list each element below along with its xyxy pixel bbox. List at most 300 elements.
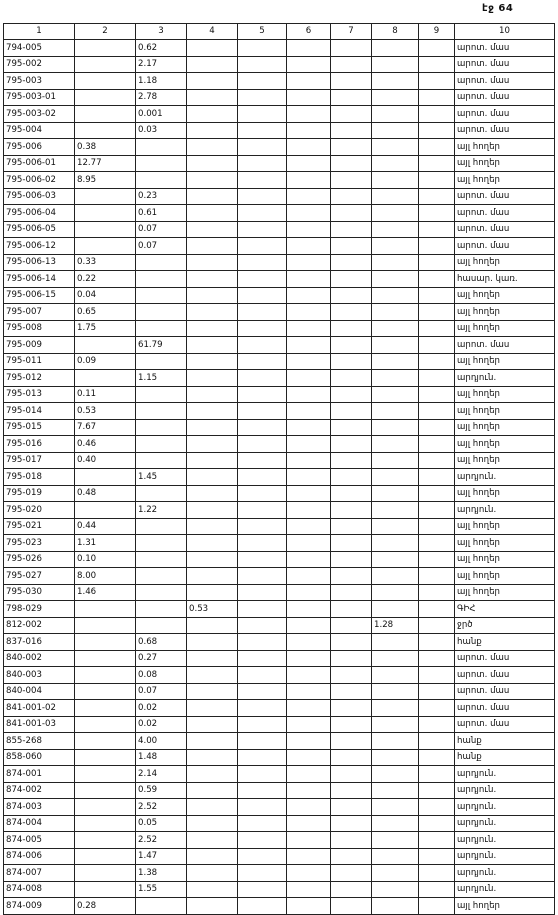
col9-value-cell xyxy=(419,485,455,502)
land-use-cell: այլ հողեր xyxy=(455,518,555,535)
table-row xyxy=(4,320,555,337)
col2-value-cell xyxy=(75,799,136,816)
col5-value-cell xyxy=(238,782,287,799)
parcel-code-cell: 795-006-01 xyxy=(4,155,75,172)
parcel-code-cell: 795-013 xyxy=(4,386,75,403)
col3-value-cell: 0.02 xyxy=(136,700,187,717)
col7-value-cell xyxy=(331,155,372,172)
land-use-cell: արոտ. մաս xyxy=(455,205,555,222)
col4-value-cell xyxy=(187,733,238,750)
col4-value-cell xyxy=(187,221,238,238)
table-row xyxy=(4,436,555,453)
col3-value-cell: 0.07 xyxy=(136,221,187,238)
col4-value-cell xyxy=(187,40,238,57)
land-use-cell: արոտ. մաս xyxy=(455,106,555,123)
col3-value-cell xyxy=(136,403,187,420)
col6-value-cell xyxy=(287,419,331,436)
col5-value-cell xyxy=(238,40,287,57)
col9-value-cell xyxy=(419,502,455,519)
table-row xyxy=(4,832,555,849)
col9-value-cell xyxy=(419,848,455,865)
parcel-code-cell: 874-002 xyxy=(4,782,75,799)
table-row xyxy=(4,73,555,90)
col4-value-cell xyxy=(187,502,238,519)
parcel-code-cell: 795-030 xyxy=(4,584,75,601)
col5-value-cell xyxy=(238,667,287,684)
col3-value-cell: 0.07 xyxy=(136,683,187,700)
col3-value-cell xyxy=(136,551,187,568)
col4-value-cell xyxy=(187,419,238,436)
col9-value-cell xyxy=(419,56,455,73)
col8-value-cell xyxy=(372,502,419,519)
col9-value-cell xyxy=(419,89,455,106)
parcel-code-cell: 795-007 xyxy=(4,304,75,321)
col7-value-cell xyxy=(331,436,372,453)
land-use-cell: արոտ. մաս xyxy=(455,700,555,717)
col8-value-cell xyxy=(372,370,419,387)
parcel-code-cell: 795-015 xyxy=(4,419,75,436)
table-row xyxy=(4,271,555,288)
table-body xyxy=(4,40,555,915)
col2-value-cell xyxy=(75,370,136,387)
land-use-cell: այլ հողեր xyxy=(455,172,555,189)
parcel-code-cell: 874-007 xyxy=(4,865,75,882)
table-row xyxy=(4,403,555,420)
col7-value-cell xyxy=(331,122,372,139)
col8-value-cell xyxy=(372,304,419,321)
col8-value-cell xyxy=(372,106,419,123)
col2-value-cell: 0.10 xyxy=(75,551,136,568)
col6-value-cell xyxy=(287,56,331,73)
column-header: 7 xyxy=(331,24,372,40)
col7-value-cell xyxy=(331,617,372,634)
col3-value-cell xyxy=(136,155,187,172)
col5-value-cell xyxy=(238,172,287,189)
col8-value-cell xyxy=(372,238,419,255)
col9-value-cell xyxy=(419,650,455,667)
col8-value-cell xyxy=(372,403,419,420)
col2-value-cell: 0.46 xyxy=(75,436,136,453)
table-row xyxy=(4,733,555,750)
table-row xyxy=(4,370,555,387)
col6-value-cell xyxy=(287,815,331,832)
parcel-code-cell: 795-027 xyxy=(4,568,75,585)
col6-value-cell xyxy=(287,502,331,519)
parcel-code-cell: 795-006-14 xyxy=(4,271,75,288)
col3-value-cell: 61.79 xyxy=(136,337,187,354)
parcel-code-cell: 795-003-02 xyxy=(4,106,75,123)
col3-value-cell: 0.59 xyxy=(136,782,187,799)
parcel-code-cell: 855-268 xyxy=(4,733,75,750)
col9-value-cell xyxy=(419,749,455,766)
col4-value-cell xyxy=(187,287,238,304)
col5-value-cell xyxy=(238,848,287,865)
land-use-cell: արդյուն. xyxy=(455,502,555,519)
col9-value-cell xyxy=(419,518,455,535)
col5-value-cell xyxy=(238,287,287,304)
col5-value-cell xyxy=(238,238,287,255)
parcel-code-cell: 874-001 xyxy=(4,766,75,783)
col9-value-cell xyxy=(419,353,455,370)
header-row xyxy=(4,24,555,40)
col2-value-cell: 0.48 xyxy=(75,485,136,502)
col6-value-cell xyxy=(287,304,331,321)
land-use-cell: ջրծ xyxy=(455,617,555,634)
col5-value-cell xyxy=(238,832,287,849)
land-use-cell: արդյուն. xyxy=(455,881,555,898)
col7-value-cell xyxy=(331,271,372,288)
col4-value-cell xyxy=(187,254,238,271)
table-row xyxy=(4,139,555,156)
parcel-code-cell: 795-026 xyxy=(4,551,75,568)
col4-value-cell xyxy=(187,139,238,156)
land-use-cell: արդյուն. xyxy=(455,782,555,799)
col4-value-cell xyxy=(187,469,238,486)
col2-value-cell: 8.00 xyxy=(75,568,136,585)
col2-value-cell xyxy=(75,469,136,486)
col7-value-cell xyxy=(331,584,372,601)
column-header: 4 xyxy=(187,24,238,40)
land-use-cell: արոտ. մաս xyxy=(455,40,555,57)
col9-value-cell xyxy=(419,584,455,601)
col2-value-cell xyxy=(75,122,136,139)
col3-value-cell: 0.61 xyxy=(136,205,187,222)
col3-value-cell: 0.62 xyxy=(136,40,187,57)
col6-value-cell xyxy=(287,221,331,238)
col4-value-cell xyxy=(187,634,238,651)
land-use-cell: այլ հողեր xyxy=(455,320,555,337)
col2-value-cell: 0.22 xyxy=(75,271,136,288)
col3-value-cell xyxy=(136,601,187,618)
land-use-cell: հանք xyxy=(455,733,555,750)
col8-value-cell xyxy=(372,865,419,882)
col2-value-cell: 8.95 xyxy=(75,172,136,189)
col3-value-cell: 0.07 xyxy=(136,238,187,255)
col2-value-cell xyxy=(75,667,136,684)
table-row xyxy=(4,353,555,370)
col6-value-cell xyxy=(287,617,331,634)
parcel-code-cell: 858-060 xyxy=(4,749,75,766)
table-row xyxy=(4,766,555,783)
col6-value-cell xyxy=(287,436,331,453)
land-use-cell: այլ հողեր xyxy=(455,568,555,585)
col6-value-cell xyxy=(287,205,331,222)
col2-value-cell xyxy=(75,733,136,750)
col9-value-cell xyxy=(419,271,455,288)
land-use-cell: արդյուն. xyxy=(455,815,555,832)
col4-value-cell xyxy=(187,716,238,733)
col2-value-cell: 1.31 xyxy=(75,535,136,552)
table-row xyxy=(4,881,555,898)
land-use-cell: այլ հողեր xyxy=(455,535,555,552)
col7-value-cell xyxy=(331,815,372,832)
land-use-cell: այլ հողեր xyxy=(455,419,555,436)
col6-value-cell xyxy=(287,452,331,469)
land-use-cell: արդյուն. xyxy=(455,832,555,849)
land-use-cell: արոտ. մաս xyxy=(455,683,555,700)
col2-value-cell xyxy=(75,634,136,651)
col6-value-cell xyxy=(287,254,331,271)
col2-value-cell xyxy=(75,106,136,123)
col2-value-cell: 7.67 xyxy=(75,419,136,436)
table-row xyxy=(4,386,555,403)
col9-value-cell xyxy=(419,733,455,750)
column-header: 5 xyxy=(238,24,287,40)
col2-value-cell xyxy=(75,749,136,766)
col7-value-cell xyxy=(331,106,372,123)
col9-value-cell xyxy=(419,700,455,717)
col6-value-cell xyxy=(287,782,331,799)
col7-value-cell xyxy=(331,320,372,337)
col4-value-cell xyxy=(187,353,238,370)
col3-value-cell: 1.18 xyxy=(136,73,187,90)
col4-value-cell xyxy=(187,205,238,222)
col8-value-cell xyxy=(372,287,419,304)
column-header: 10 xyxy=(455,24,555,40)
col4-value-cell: 0.53 xyxy=(187,601,238,618)
parcel-code-cell: 795-008 xyxy=(4,320,75,337)
col7-value-cell xyxy=(331,419,372,436)
col7-value-cell xyxy=(331,865,372,882)
col8-value-cell xyxy=(372,733,419,750)
col5-value-cell xyxy=(238,337,287,354)
col6-value-cell xyxy=(287,518,331,535)
parcel-code-cell: 841-001-02 xyxy=(4,700,75,717)
col7-value-cell xyxy=(331,238,372,255)
land-use-cell: հանք xyxy=(455,634,555,651)
land-use-cell: ԳԻՀ xyxy=(455,601,555,618)
col6-value-cell xyxy=(287,551,331,568)
col8-value-cell xyxy=(372,254,419,271)
col5-value-cell xyxy=(238,221,287,238)
col2-value-cell: 0.28 xyxy=(75,898,136,915)
col9-value-cell xyxy=(419,832,455,849)
col6-value-cell xyxy=(287,122,331,139)
parcel-code-cell: 795-006-04 xyxy=(4,205,75,222)
col5-value-cell xyxy=(238,452,287,469)
col5-value-cell xyxy=(238,634,287,651)
col7-value-cell xyxy=(331,139,372,156)
col2-value-cell xyxy=(75,815,136,832)
col3-value-cell: 1.38 xyxy=(136,865,187,882)
col5-value-cell xyxy=(238,73,287,90)
column-header: 2 xyxy=(75,24,136,40)
col6-value-cell xyxy=(287,271,331,288)
table-row xyxy=(4,865,555,882)
table-row xyxy=(4,815,555,832)
col3-value-cell xyxy=(136,452,187,469)
parcel-code-cell: 795-011 xyxy=(4,353,75,370)
col9-value-cell xyxy=(419,535,455,552)
col6-value-cell xyxy=(287,601,331,618)
col3-value-cell: 2.78 xyxy=(136,89,187,106)
table-row xyxy=(4,106,555,123)
col7-value-cell xyxy=(331,205,372,222)
col7-value-cell xyxy=(331,403,372,420)
col3-value-cell: 2.52 xyxy=(136,799,187,816)
col2-value-cell xyxy=(75,766,136,783)
land-use-cell: հանք xyxy=(455,749,555,766)
col5-value-cell xyxy=(238,370,287,387)
column-header: 9 xyxy=(419,24,455,40)
col7-value-cell xyxy=(331,700,372,717)
parcel-code-cell: 841-001-03 xyxy=(4,716,75,733)
table-row xyxy=(4,172,555,189)
col8-value-cell xyxy=(372,436,419,453)
col3-value-cell xyxy=(136,287,187,304)
parcel-code-cell: 795-023 xyxy=(4,535,75,552)
col2-value-cell xyxy=(75,650,136,667)
col6-value-cell xyxy=(287,881,331,898)
col5-value-cell xyxy=(238,518,287,535)
col7-value-cell xyxy=(331,254,372,271)
col3-value-cell xyxy=(136,386,187,403)
land-use-cell: արդյուն. xyxy=(455,766,555,783)
parcel-code-cell: 795-006-05 xyxy=(4,221,75,238)
col5-value-cell xyxy=(238,469,287,486)
col5-value-cell xyxy=(238,881,287,898)
col9-value-cell xyxy=(419,172,455,189)
col3-value-cell xyxy=(136,172,187,189)
col6-value-cell xyxy=(287,832,331,849)
col5-value-cell xyxy=(238,106,287,123)
col5-value-cell xyxy=(238,304,287,321)
table-row xyxy=(4,535,555,552)
table-row xyxy=(4,601,555,618)
col6-value-cell xyxy=(287,766,331,783)
col6-value-cell xyxy=(287,535,331,552)
col9-value-cell xyxy=(419,469,455,486)
land-use-cell: արդյուն. xyxy=(455,469,555,486)
col3-value-cell: 0.23 xyxy=(136,188,187,205)
col6-value-cell xyxy=(287,106,331,123)
col8-value-cell: 1.28 xyxy=(372,617,419,634)
parcel-code-cell: 795-006-15 xyxy=(4,287,75,304)
col3-value-cell xyxy=(136,535,187,552)
parcel-code-cell: 812-002 xyxy=(4,617,75,634)
col7-value-cell xyxy=(331,716,372,733)
col2-value-cell xyxy=(75,617,136,634)
table-row xyxy=(4,683,555,700)
table-row xyxy=(4,452,555,469)
col8-value-cell xyxy=(372,848,419,865)
table-row xyxy=(4,122,555,139)
col4-value-cell xyxy=(187,535,238,552)
col6-value-cell xyxy=(287,238,331,255)
col2-value-cell xyxy=(75,848,136,865)
col9-value-cell xyxy=(419,403,455,420)
col4-value-cell xyxy=(187,584,238,601)
col2-value-cell xyxy=(75,221,136,238)
col5-value-cell xyxy=(238,865,287,882)
col6-value-cell xyxy=(287,650,331,667)
land-use-cell: այլ հողեր xyxy=(455,155,555,172)
land-use-cell: արոտ. մաս xyxy=(455,238,555,255)
col7-value-cell xyxy=(331,287,372,304)
col3-value-cell xyxy=(136,320,187,337)
col9-value-cell xyxy=(419,73,455,90)
col6-value-cell xyxy=(287,634,331,651)
col2-value-cell: 12.77 xyxy=(75,155,136,172)
col8-value-cell xyxy=(372,271,419,288)
col8-value-cell xyxy=(372,485,419,502)
col7-value-cell xyxy=(331,601,372,618)
col6-value-cell xyxy=(287,749,331,766)
col6-value-cell xyxy=(287,898,331,915)
col5-value-cell xyxy=(238,155,287,172)
col8-value-cell xyxy=(372,766,419,783)
parcel-code-cell: 795-014 xyxy=(4,403,75,420)
col7-value-cell xyxy=(331,89,372,106)
col4-value-cell xyxy=(187,122,238,139)
parcel-code-cell: 795-016 xyxy=(4,436,75,453)
col9-value-cell xyxy=(419,139,455,156)
col7-value-cell xyxy=(331,535,372,552)
col7-value-cell xyxy=(331,452,372,469)
land-use-cell: արդյուն. xyxy=(455,370,555,387)
land-use-cell: արոտ. մաս xyxy=(455,73,555,90)
parcel-code-cell: 840-003 xyxy=(4,667,75,684)
col6-value-cell xyxy=(287,865,331,882)
col9-value-cell xyxy=(419,551,455,568)
col7-value-cell xyxy=(331,650,372,667)
col6-value-cell xyxy=(287,485,331,502)
col3-value-cell: 0.03 xyxy=(136,122,187,139)
col2-value-cell xyxy=(75,56,136,73)
parcel-code-cell: 874-006 xyxy=(4,848,75,865)
column-header: 1 xyxy=(4,24,75,40)
parcel-code-cell: 837-016 xyxy=(4,634,75,651)
col5-value-cell xyxy=(238,617,287,634)
parcel-code-cell: 795-004 xyxy=(4,122,75,139)
col2-value-cell: 0.40 xyxy=(75,452,136,469)
col5-value-cell xyxy=(238,436,287,453)
table-row xyxy=(4,469,555,486)
col6-value-cell xyxy=(287,716,331,733)
col7-value-cell xyxy=(331,188,372,205)
col8-value-cell xyxy=(372,40,419,57)
col2-value-cell xyxy=(75,700,136,717)
col3-value-cell xyxy=(136,254,187,271)
col9-value-cell xyxy=(419,205,455,222)
col3-value-cell: 2.17 xyxy=(136,56,187,73)
col8-value-cell xyxy=(372,601,419,618)
parcel-code-cell: 840-004 xyxy=(4,683,75,700)
table-row xyxy=(4,848,555,865)
col3-value-cell: 0.27 xyxy=(136,650,187,667)
col8-value-cell xyxy=(372,469,419,486)
col4-value-cell xyxy=(187,155,238,172)
col8-value-cell xyxy=(372,337,419,354)
col4-value-cell xyxy=(187,815,238,832)
col9-value-cell xyxy=(419,254,455,271)
parcel-code-cell: 795-020 xyxy=(4,502,75,519)
col4-value-cell xyxy=(187,172,238,189)
col6-value-cell xyxy=(287,403,331,420)
col2-value-cell: 0.09 xyxy=(75,353,136,370)
col9-value-cell xyxy=(419,386,455,403)
land-use-cell: այլ հողեր xyxy=(455,452,555,469)
parcel-code-cell: 794-005 xyxy=(4,40,75,57)
col7-value-cell xyxy=(331,221,372,238)
col7-value-cell xyxy=(331,502,372,519)
col6-value-cell xyxy=(287,700,331,717)
col4-value-cell xyxy=(187,271,238,288)
col3-value-cell: 1.15 xyxy=(136,370,187,387)
col5-value-cell xyxy=(238,485,287,502)
col5-value-cell xyxy=(238,584,287,601)
land-use-cell: այլ հողեր xyxy=(455,254,555,271)
